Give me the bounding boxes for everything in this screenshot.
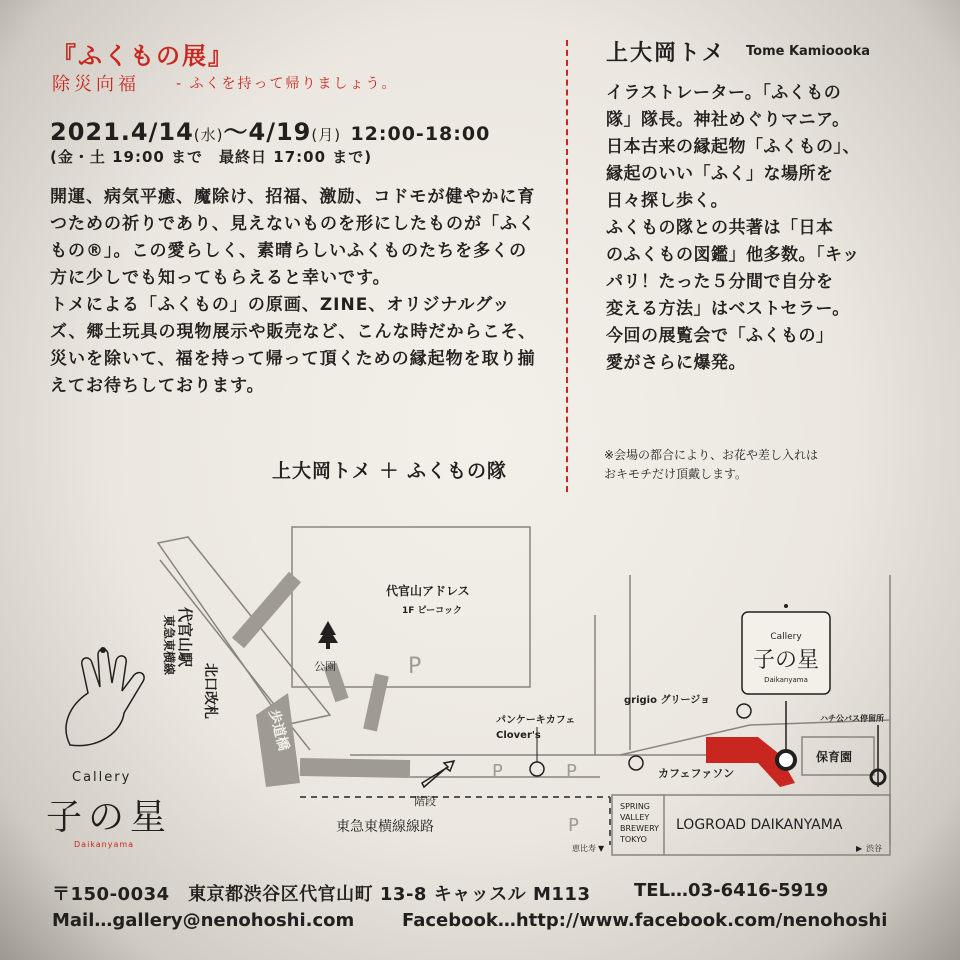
day-start: (水) bbox=[193, 126, 224, 144]
parking-icon: P bbox=[492, 761, 503, 782]
bio-line: 日本古来の縁起物「ふくもの」、 bbox=[606, 137, 860, 157]
pancake-cafe-marker bbox=[530, 762, 544, 776]
hours-note: (金・土 19:00 まで 最終日 17:00 まで) bbox=[50, 148, 373, 166]
park-label: 公園 bbox=[314, 660, 336, 673]
bridge-label: 歩道橋 bbox=[265, 707, 292, 753]
logo-name: 子の星 bbox=[46, 797, 173, 838]
exhibition-subtitle: 除災向福 bbox=[52, 74, 140, 95]
bus-stop-label: ハチ公バス停留所 bbox=[820, 714, 884, 723]
sign-callery: Callery bbox=[770, 632, 802, 642]
pancake-cafe-label: パンケーキカフェ bbox=[496, 715, 576, 726]
visitor-notice bbox=[604, 446, 924, 484]
bio-line: 変える方法」はベストセラー。 bbox=[606, 299, 850, 319]
grigio-marker bbox=[737, 704, 751, 718]
artist-name: 上大岡トメ bbox=[606, 41, 726, 66]
sign-name: 子の星 bbox=[752, 648, 820, 673]
parking-icon: P bbox=[566, 761, 577, 782]
access-map bbox=[30, 515, 930, 865]
address-building-label: 代官山アドレス bbox=[386, 584, 470, 598]
ebisu-arrow-icon: ▼ bbox=[598, 844, 605, 853]
spring-valley-line: BREWERY bbox=[620, 824, 659, 833]
spring-valley-line: SPRING bbox=[620, 802, 651, 811]
exhibition-tagline: - ふくを持って帰りましょう。 bbox=[176, 76, 398, 92]
gallery-tel: TEL…03-6416-5919 bbox=[634, 880, 829, 901]
bio-line: 日々探し歩く。 bbox=[606, 191, 729, 211]
bio-line: 今回の展覧会で「ふくもの」 bbox=[606, 326, 834, 346]
railway-label: 東急東横線線路 bbox=[336, 819, 434, 835]
logo-dot bbox=[100, 647, 106, 653]
parking-icon: P bbox=[408, 654, 422, 679]
bio-line: のふくもの図鑑」他多数。「キッ bbox=[606, 245, 860, 265]
grigio-label: grigio グリージョ bbox=[624, 695, 711, 706]
spring-valley-line: TOKYO bbox=[620, 835, 647, 844]
date-tilde: 〜 bbox=[223, 118, 249, 146]
station-line-label: 東急東横線 bbox=[162, 615, 176, 676]
date-start: 2021.4/14 bbox=[50, 118, 194, 146]
logo-daikanyama: Daikanyama bbox=[74, 840, 135, 849]
pancake-cafe-name: Clover's bbox=[496, 730, 541, 741]
description-paragraph: 開運、病気平癒、魔除け、招福、激励、コドモが健やかに育つための祈りであり、見えないものを形にしたものが「ふくもの®」。この愛らしく、素晴らしいふくものたちを多くの方に少しでも知ってもらえると幸いです。 bbox=[50, 187, 536, 288]
shibuya-label: 渋谷 bbox=[866, 844, 882, 853]
bio-line: 縁起のいい「ふく」な場所を bbox=[606, 164, 834, 184]
notice-line: おキモチだけ頂戴します。 bbox=[604, 467, 748, 481]
day-end: (月) bbox=[311, 126, 342, 144]
gallery-location-marker bbox=[777, 751, 795, 769]
road-gray bbox=[370, 675, 382, 730]
stairs-arrow-icon bbox=[422, 761, 454, 787]
road-gray bbox=[300, 767, 410, 769]
cafe-marker bbox=[629, 756, 643, 770]
gallery-address: 〒150-0034 東京都渋谷区代官山町 13-8 キャッスル M113 bbox=[52, 884, 591, 905]
stairs-label: 階段 bbox=[414, 795, 436, 808]
nursery-label: 保育園 bbox=[816, 750, 853, 764]
signature: 上大岡トメ ＋ ふくもの隊 bbox=[272, 460, 508, 482]
artist-bio bbox=[606, 80, 926, 377]
bio-line: イラストレーター。「ふくもの bbox=[606, 83, 842, 103]
bio-line: 愛がさらに爆発。 bbox=[606, 353, 746, 373]
opening-hours: 12:00-18:00 bbox=[350, 123, 491, 145]
station-exit-label: 北口改札 bbox=[202, 663, 218, 719]
hand-logo-icon bbox=[66, 649, 144, 746]
logo-callery: Callery bbox=[72, 770, 132, 785]
exhibition-period bbox=[50, 112, 490, 147]
bio-line: パリ！たった５分間で自分を bbox=[606, 272, 834, 292]
logroad-label: LOGROAD DAIKANYAMA bbox=[676, 817, 843, 833]
station-name-label: 代官山駅 bbox=[176, 607, 194, 668]
ebisu-label: 恵比寿 bbox=[572, 844, 596, 853]
artist-name-romaji: Tome Kamioooka bbox=[746, 44, 871, 59]
gallery-facebook-link[interactable]: Facebook…http://www.facebook.com/nenohoshi bbox=[402, 910, 888, 931]
date-end: 4/19 bbox=[248, 118, 312, 146]
exhibition-title: 『ふくもの展』 bbox=[52, 42, 234, 70]
bio-line: 隊」隊長。神社めぐりマニア。 bbox=[606, 110, 850, 130]
description-text bbox=[50, 184, 538, 400]
column-divider bbox=[566, 40, 568, 492]
parking-icon: P bbox=[568, 815, 579, 836]
spring-valley-line: VALLEY bbox=[620, 813, 650, 822]
notice-line: ※会場の都合により、お花や差し入れは bbox=[604, 448, 819, 462]
peacock-label: 1F ピーコック bbox=[402, 606, 463, 616]
description-paragraph: トメによる「ふくもの」の原画、ZINE、オリジナルグッズ、郷土玩具の現物展示や販売など、こんな時だからこそ、災いを除いて、福を持って帰って頂くための縁起物を取り揃えてお待ちしております。 bbox=[50, 295, 537, 396]
sign-dot bbox=[784, 604, 788, 608]
cafe-label: カフェファソン bbox=[658, 767, 735, 780]
gallery-mail-link[interactable]: Mail…gallery@nenohoshi.com bbox=[52, 910, 355, 931]
tree-trunk bbox=[326, 643, 330, 649]
bio-line: ふくもの隊との共著は「日本 bbox=[606, 218, 834, 238]
sign-daikanyama: Daikanyama bbox=[764, 676, 808, 684]
shibuya-arrow-icon: ▶ bbox=[856, 844, 863, 853]
